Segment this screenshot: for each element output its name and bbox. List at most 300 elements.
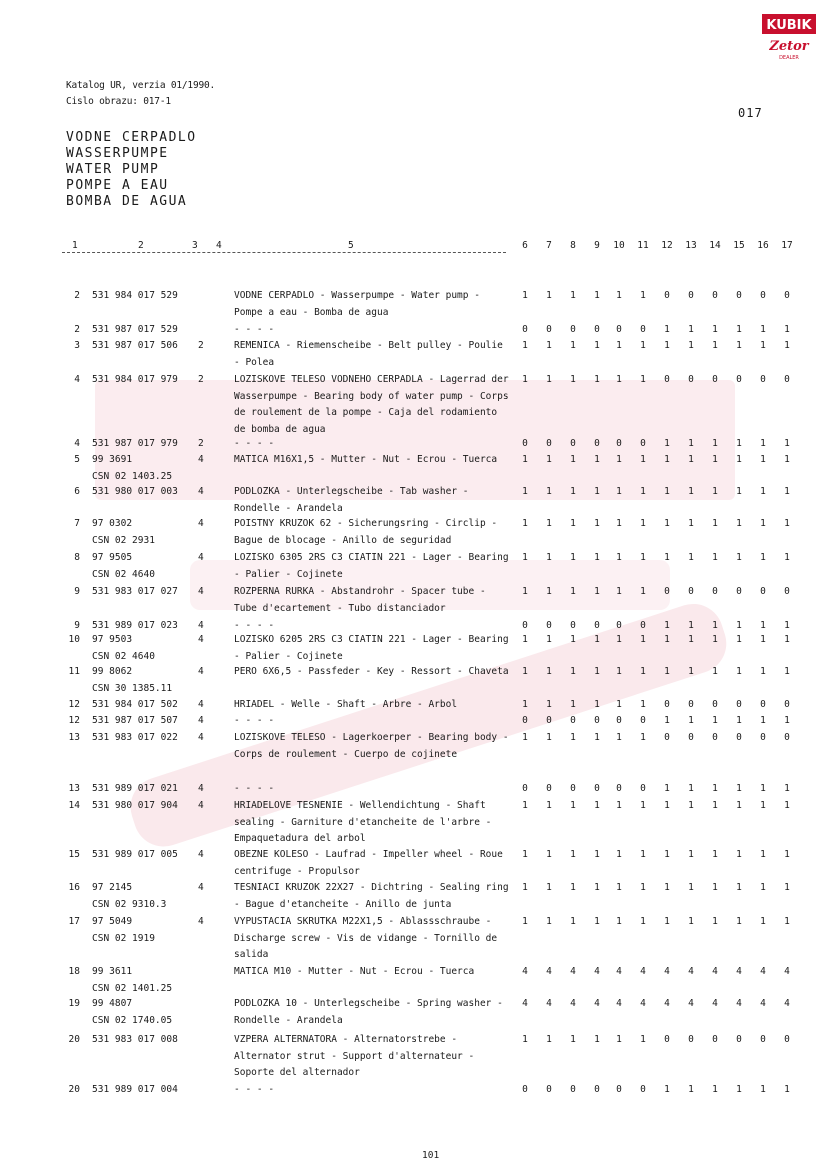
variant-quantity: 1 (736, 518, 742, 529)
variant-quantity: 0 (570, 324, 576, 335)
quantity: 4 (198, 882, 204, 893)
variant-quantity: 4 (546, 998, 552, 1009)
quantity: 4 (198, 586, 204, 597)
variant-quantity: 1 (736, 438, 742, 449)
variant-quantity: 1 (784, 783, 790, 794)
variant-quantity: 1 (640, 290, 646, 301)
col-header-1: 1 (72, 240, 78, 251)
variant-quantity: 0 (664, 699, 670, 710)
variant-quantity: 0 (594, 1084, 600, 1095)
variant-quantity: 1 (594, 340, 600, 351)
variant-quantity: 0 (760, 1034, 766, 1045)
variant-quantity: 4 (736, 966, 742, 977)
variant-quantity: 1 (640, 800, 646, 811)
variant-quantity: 1 (688, 800, 694, 811)
part-description: - - - - (234, 324, 275, 335)
variant-quantity: 1 (594, 454, 600, 465)
variant-quantity: 1 (640, 586, 646, 597)
variant-quantity: 1 (664, 634, 670, 645)
position-number: 5 (74, 454, 80, 465)
variant-quantity: 0 (760, 374, 766, 385)
variant-quantity: 1 (616, 552, 622, 563)
variant-quantity: 1 (712, 666, 718, 677)
variant-quantity: 1 (640, 518, 646, 529)
position-number: 17 (68, 916, 80, 927)
variant-quantity: 1 (664, 715, 670, 726)
variant-quantity: 0 (546, 324, 552, 335)
variant-quantity: 1 (616, 882, 622, 893)
variant-quantity: 1 (640, 374, 646, 385)
variant-quantity: 1 (664, 800, 670, 811)
variant-quantity: 0 (688, 290, 694, 301)
variant-quantity: 1 (736, 634, 742, 645)
part-description: POISTNY KRUZOK 62 - Sicherungsring - Circlip - Bague de blocage - Anillo de seguridad (234, 518, 498, 546)
variant-quantity: 1 (594, 666, 600, 677)
variant-quantity: 4 (594, 966, 600, 977)
variant-quantity: 1 (760, 486, 766, 497)
variant-quantity: 1 (546, 552, 552, 563)
variant-quantity: 1 (664, 324, 670, 335)
variant-quantity: 1 (546, 340, 552, 351)
variant-quantity: 1 (688, 486, 694, 497)
variant-quantity: 1 (712, 486, 718, 497)
position-number: 20 (68, 1084, 80, 1095)
variant-quantity: 0 (522, 324, 528, 335)
variant-quantity: 1 (664, 454, 670, 465)
variant-quantity: 1 (760, 518, 766, 529)
variant-quantity: 1 (664, 620, 670, 631)
variant-quantity: 1 (522, 290, 528, 301)
variant-quantity: 0 (664, 374, 670, 385)
variant-quantity: 1 (546, 454, 552, 465)
variant-quantity: 1 (712, 552, 718, 563)
logo-sub: Zetor (769, 39, 809, 54)
variant-quantity: 4 (712, 998, 718, 1009)
variant-quantity: 1 (784, 800, 790, 811)
variant-quantity: 1 (594, 699, 600, 710)
header-rule (62, 252, 506, 253)
variant-quantity: 1 (784, 486, 790, 497)
variant-quantity: 1 (570, 374, 576, 385)
variant-quantity: 0 (712, 290, 718, 301)
variant-quantity: 4 (570, 998, 576, 1009)
variant-quantity: 4 (784, 998, 790, 1009)
col-header-4: 4 (216, 240, 222, 251)
variant-quantity: 1 (784, 1084, 790, 1095)
variant-quantity: 1 (784, 916, 790, 927)
part-description: TESNIACI KRUZOK 22X27 - Dichtring - Sealing ring - Bague d'etancheite - Anillo de junta (234, 882, 509, 910)
catalog-version: Katalog UR, verzia 01/1990. (66, 80, 216, 91)
variant-quantity: 1 (736, 620, 742, 631)
variant-quantity: 0 (616, 324, 622, 335)
title-fr: POMPE A EAU (66, 178, 169, 193)
variant-quantity: 1 (594, 634, 600, 645)
variant-quantity: 1 (712, 715, 718, 726)
quantity: 4 (198, 666, 204, 677)
part-number: 531 987 017 979 (92, 438, 178, 449)
variant-quantity: 0 (594, 438, 600, 449)
variant-quantity: 1 (570, 732, 576, 743)
variant-quantity: 0 (736, 1034, 742, 1045)
variant-quantity: 1 (640, 552, 646, 563)
part-number: 531 984 017 502 (92, 699, 178, 710)
part-description: ROZPERNA RURKA - Abstandrohr - Spacer tube - Tube d'ecartement - Tubo distanciador (234, 586, 486, 614)
position-number: 11 (68, 666, 80, 677)
part-number: 531 983 017 022 (92, 732, 178, 743)
variant-quantity: 1 (760, 1084, 766, 1095)
variant-quantity: 0 (688, 732, 694, 743)
position-number: 16 (68, 882, 80, 893)
variant-quantity: 4 (760, 998, 766, 1009)
page-footer: 101 (422, 1150, 440, 1161)
variant-quantity: 0 (546, 438, 552, 449)
variant-quantity: 0 (712, 586, 718, 597)
variant-quantity: 1 (522, 800, 528, 811)
variant-quantity: 1 (664, 1084, 670, 1095)
variant-quantity: 0 (640, 715, 646, 726)
variant-quantity: 1 (760, 882, 766, 893)
variant-quantity: 4 (664, 966, 670, 977)
variant-quantity: 0 (546, 620, 552, 631)
variant-quantity: 1 (760, 340, 766, 351)
variant-quantity: 1 (736, 486, 742, 497)
standard-number: CSN 02 9310.3 (92, 898, 167, 910)
variant-quantity: 1 (664, 438, 670, 449)
part-number: 531 980 017 904 (92, 800, 178, 811)
col-header-2: 2 (138, 240, 144, 251)
kubik-zetor-logo (762, 14, 816, 62)
position-number: 3 (74, 340, 80, 351)
col-header-5: 5 (348, 240, 354, 251)
variant-quantity: 0 (570, 1084, 576, 1095)
variant-quantity: 0 (616, 438, 622, 449)
part-number: 99 3611 (92, 966, 133, 977)
quantity: 4 (198, 634, 204, 645)
variant-quantity: 0 (736, 586, 742, 597)
variant-quantity: 1 (522, 340, 528, 351)
variant-quantity: 0 (784, 290, 790, 301)
variant-quantity: 1 (570, 800, 576, 811)
variant-quantity: 0 (546, 715, 552, 726)
position-number: 12 (68, 715, 80, 726)
variant-quantity: 0 (784, 374, 790, 385)
part-number: 99 4807 (92, 998, 133, 1009)
variant-quantity: 1 (522, 916, 528, 927)
variant-quantity: 1 (570, 882, 576, 893)
standard-number: CSN 30 1385.11 (92, 682, 173, 694)
part-description: - - - - (234, 1084, 275, 1095)
part-description: LOZISKO 6205 2RS C3 CIATIN 221 - Lager - Bearing - Palier - Cojinete (234, 634, 509, 662)
variant-quantity: 1 (546, 486, 552, 497)
variant-quantity: 1 (616, 732, 622, 743)
col-header-variant: 6 (522, 240, 528, 251)
variant-quantity: 1 (664, 518, 670, 529)
part-description: MATICA M16X1,5 - Mutter - Nut - Ecrou - Tuerca (234, 454, 498, 465)
variant-quantity: 0 (616, 620, 622, 631)
part-description: VYPUSTACIA SKRUTKA M22X1,5 - Ablassschraube - Discharge screw - Vis de vidange - Tornillo de salida (234, 916, 498, 960)
variant-quantity: 1 (570, 290, 576, 301)
variant-quantity: 1 (760, 849, 766, 860)
col-header-variant: 16 (757, 240, 769, 251)
variant-quantity: 1 (522, 849, 528, 860)
variant-quantity: 1 (736, 552, 742, 563)
title-en: WATER PUMP (66, 162, 160, 177)
part-description: LOZISKOVE TELESO - Lagerkoerper - Bearing body - Corps de roulement - Cuerpo de cojinete (234, 732, 509, 760)
variant-quantity: 1 (760, 783, 766, 794)
variant-quantity: 1 (522, 699, 528, 710)
col-header-variant: 9 (594, 240, 600, 251)
part-number: 97 0302 (92, 518, 133, 529)
part-description: - - - - (234, 438, 275, 449)
variant-quantity: 4 (784, 966, 790, 977)
variant-quantity: 4 (712, 966, 718, 977)
variant-quantity: 1 (546, 849, 552, 860)
variant-quantity: 0 (570, 438, 576, 449)
variant-quantity: 1 (712, 1084, 718, 1095)
variant-quantity: 1 (616, 374, 622, 385)
part-number: 99 3691 (92, 454, 133, 465)
col-header-variant: 8 (570, 240, 576, 251)
variant-quantity: 1 (784, 634, 790, 645)
variant-quantity: 1 (546, 800, 552, 811)
variant-quantity: 1 (594, 486, 600, 497)
variant-quantity: 0 (784, 699, 790, 710)
variant-quantity: 1 (712, 916, 718, 927)
variant-quantity: 4 (688, 998, 694, 1009)
variant-quantity: 4 (760, 966, 766, 977)
variant-quantity: 1 (688, 783, 694, 794)
variant-quantity: 1 (640, 882, 646, 893)
variant-quantity: 1 (712, 518, 718, 529)
variant-quantity: 0 (616, 1084, 622, 1095)
part-number: 531 983 017 027 (92, 586, 178, 597)
variant-quantity: 1 (688, 518, 694, 529)
variant-quantity: 4 (522, 998, 528, 1009)
part-description: HRIADEL - Welle - Shaft - Arbre - Arbol (234, 699, 458, 710)
variant-quantity: 1 (616, 666, 622, 677)
variant-quantity: 1 (522, 454, 528, 465)
variant-quantity: 4 (640, 966, 646, 977)
variant-quantity: 1 (616, 699, 622, 710)
title-es: BOMBA DE AGUA (66, 194, 188, 209)
variant-quantity: 0 (616, 783, 622, 794)
variant-quantity: 0 (640, 1084, 646, 1095)
position-number: 13 (68, 732, 80, 743)
part-description: LOZISKO 6305 2RS C3 CIATIN 221 - Lager - Bearing - Palier - Cojinete (234, 552, 509, 580)
position-number: 2 (74, 290, 80, 301)
variant-quantity: 1 (570, 340, 576, 351)
quantity: 4 (198, 486, 204, 497)
variant-quantity: 1 (712, 849, 718, 860)
variant-quantity: 1 (736, 715, 742, 726)
variant-quantity: 1 (688, 340, 694, 351)
variant-quantity: 0 (522, 1084, 528, 1095)
variant-quantity: 1 (522, 732, 528, 743)
part-number: 531 984 017 529 (92, 290, 178, 301)
variant-quantity: 1 (664, 340, 670, 351)
variant-quantity: 1 (664, 882, 670, 893)
variant-quantity: 1 (760, 552, 766, 563)
variant-quantity: 1 (664, 916, 670, 927)
col-header-variant: 15 (733, 240, 745, 251)
position-number: 20 (68, 1034, 80, 1045)
variant-quantity: 4 (688, 966, 694, 977)
variant-quantity: 4 (640, 998, 646, 1009)
variant-quantity: 1 (546, 374, 552, 385)
variant-quantity: 1 (784, 518, 790, 529)
variant-quantity: 1 (594, 849, 600, 860)
variant-quantity: 0 (712, 732, 718, 743)
position-number: 9 (74, 620, 80, 631)
variant-quantity: 0 (664, 586, 670, 597)
variant-quantity: 1 (688, 916, 694, 927)
variant-quantity: 1 (594, 586, 600, 597)
variant-quantity: 1 (594, 552, 600, 563)
quantity: 4 (198, 715, 204, 726)
part-number: 531 987 017 507 (92, 715, 178, 726)
part-number: 99 8062 (92, 666, 133, 677)
variant-quantity: 0 (736, 374, 742, 385)
variant-quantity: 0 (784, 586, 790, 597)
variant-quantity: 0 (616, 715, 622, 726)
variant-quantity: 1 (640, 666, 646, 677)
variant-quantity: 1 (688, 552, 694, 563)
part-description: PERO 6X6,5 - Passfeder - Key - Ressort - Chaveta (234, 666, 509, 677)
variant-quantity: 1 (760, 800, 766, 811)
col-header-variant: 17 (781, 240, 793, 251)
variant-quantity: 0 (594, 715, 600, 726)
part-description: MATICA M10 - Mutter - Nut - Ecrou - Tuerca (234, 966, 475, 977)
variant-quantity: 1 (640, 454, 646, 465)
position-number: 9 (74, 586, 80, 597)
picture-number: Cislo obrazu: 017-1 (66, 96, 171, 107)
position-number: 18 (68, 966, 80, 977)
part-number: 531 983 017 008 (92, 1034, 178, 1045)
standard-number: CSN 02 4640 (92, 650, 155, 662)
variant-quantity: 1 (522, 666, 528, 677)
variant-quantity: 0 (570, 783, 576, 794)
variant-quantity: 1 (712, 634, 718, 645)
part-description: REMENICA - Riemenscheibe - Belt pulley - Poulie - Polea (234, 340, 503, 368)
variant-quantity: 1 (736, 849, 742, 860)
variant-quantity: 1 (664, 486, 670, 497)
variant-quantity: 1 (546, 290, 552, 301)
variant-quantity: 1 (594, 290, 600, 301)
variant-quantity: 1 (616, 340, 622, 351)
variant-quantity: 1 (760, 634, 766, 645)
part-number: 531 980 017 003 (92, 486, 178, 497)
title-de: WASSERPUMPE (66, 146, 169, 161)
variant-quantity: 1 (784, 620, 790, 631)
variant-quantity: 1 (688, 454, 694, 465)
variant-quantity: 0 (736, 699, 742, 710)
part-number: 531 984 017 979 (92, 374, 178, 385)
quantity: 2 (198, 374, 204, 385)
variant-quantity: 0 (640, 620, 646, 631)
variant-quantity: 1 (664, 552, 670, 563)
variant-quantity: 4 (616, 998, 622, 1009)
variant-quantity: 1 (688, 666, 694, 677)
variant-quantity: 1 (570, 849, 576, 860)
variant-quantity: 0 (688, 1034, 694, 1045)
variant-quantity: 0 (522, 620, 528, 631)
quantity: 4 (198, 849, 204, 860)
variant-quantity: 1 (522, 552, 528, 563)
variant-quantity: 4 (736, 998, 742, 1009)
variant-quantity: 1 (736, 340, 742, 351)
position-number: 8 (74, 552, 80, 563)
variant-quantity: 0 (760, 732, 766, 743)
variant-quantity: 1 (546, 666, 552, 677)
variant-quantity: 1 (784, 552, 790, 563)
variant-quantity: 1 (760, 620, 766, 631)
standard-number: CSN 02 1740.05 (92, 1014, 173, 1026)
variant-quantity: 1 (616, 634, 622, 645)
variant-quantity: 1 (570, 916, 576, 927)
quantity: 4 (198, 783, 204, 794)
variant-quantity: 1 (522, 1034, 528, 1045)
variant-quantity: 1 (664, 849, 670, 860)
variant-quantity: 0 (522, 438, 528, 449)
variant-quantity: 1 (784, 715, 790, 726)
variant-quantity: 1 (640, 1034, 646, 1045)
standard-number: CSN 02 1401.25 (92, 982, 173, 994)
position-number: 12 (68, 699, 80, 710)
part-number: 97 9503 (92, 634, 133, 645)
variant-quantity: 1 (760, 666, 766, 677)
variant-quantity: 1 (784, 849, 790, 860)
variant-quantity: 1 (712, 454, 718, 465)
quantity: 4 (198, 800, 204, 811)
variant-quantity: 4 (522, 966, 528, 977)
part-number: 531 989 017 005 (92, 849, 178, 860)
variant-quantity: 0 (594, 324, 600, 335)
position-number: 7 (74, 518, 80, 529)
title-sk: VODNE CERPADLO (66, 130, 197, 145)
variant-quantity: 1 (688, 882, 694, 893)
variant-quantity: 1 (760, 438, 766, 449)
variant-quantity: 0 (712, 699, 718, 710)
variant-quantity: 1 (570, 586, 576, 597)
variant-quantity: 1 (594, 732, 600, 743)
col-header-3: 3 (192, 240, 198, 251)
position-number: 2 (74, 324, 80, 335)
variant-quantity: 0 (640, 438, 646, 449)
variant-quantity: 1 (570, 552, 576, 563)
standard-number: CSN 02 1919 (92, 932, 155, 944)
variant-quantity: 1 (570, 486, 576, 497)
variant-quantity: 1 (546, 1034, 552, 1045)
variant-quantity: 4 (546, 966, 552, 977)
variant-quantity: 1 (784, 438, 790, 449)
variant-quantity: 0 (522, 715, 528, 726)
quantity: 4 (198, 518, 204, 529)
variant-quantity: 1 (640, 849, 646, 860)
variant-quantity: 1 (784, 882, 790, 893)
variant-quantity: 0 (594, 783, 600, 794)
variant-quantity: 1 (546, 699, 552, 710)
variant-quantity: 1 (616, 518, 622, 529)
variant-quantity: 1 (688, 620, 694, 631)
variant-quantity: 1 (594, 1034, 600, 1045)
variant-quantity: 1 (712, 324, 718, 335)
variant-quantity: 4 (570, 966, 576, 977)
variant-quantity: 1 (546, 586, 552, 597)
variant-quantity: 1 (736, 324, 742, 335)
part-number: 97 2145 (92, 882, 133, 893)
part-description: - - - - (234, 715, 275, 726)
part-description: LOZISKOVE TELESO VODNEHO CERPADLA - Lagerrad der Wasserpumpe - Bearing body of water pump - Corps de roulement de la pompe - Caja del rodamiento de bomba de agua (234, 374, 509, 435)
